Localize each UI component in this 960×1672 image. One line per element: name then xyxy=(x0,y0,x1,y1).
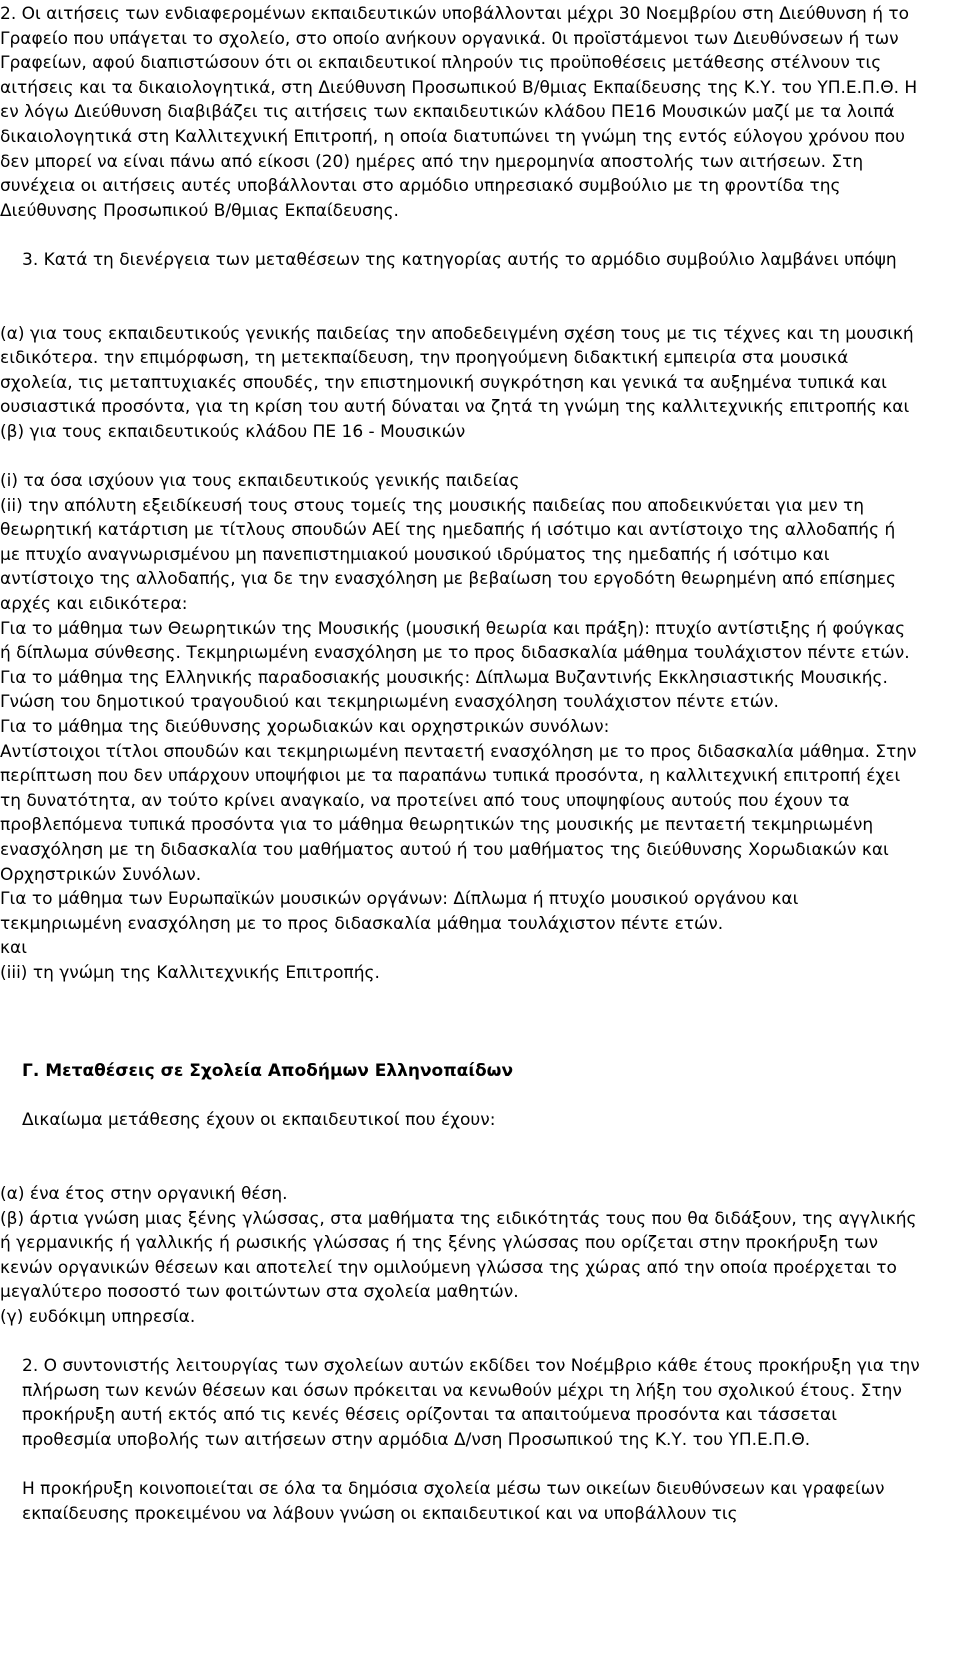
paragraph-g-a: (α) ένα έτος στην οργανική θέση. xyxy=(0,1183,288,1204)
paragraph-choir-title: Για το μάθημα της διεύθυνσης χορωδιακών και ορχηστρικών συνόλων: xyxy=(0,717,610,738)
paragraph-g-b: (β) άρτια γνώση μιας ξένης γλώσσας, στα μαθήματα της ειδικότητάς τους που θα διδάξουν, της αγγλικής ή γερμανικής ή γαλλικής ή ρωσικής γλώσσας ή της ξένης γλώσσας που ορίζεται στην προκήρυξη των κενών οργανικών θέσεων και αποτελεί την ομιλούμενη γλώσσα της χώρας από την οποία προέρχεται το μεγαλύτερο ποσοστό των φοιτώντων στα σχολεία μαθητών. xyxy=(0,1208,917,1303)
section-heading-g: Γ. Μεταθέσεις σε Σχολεία Αποδήμων Ελληνοπαίδων xyxy=(22,1061,514,1082)
paragraph-g-2: 2. Ο συντονιστής λειτουργίας των σχολείων αυτών εκδίδει τον Νοέμβριο κάθε έτους προκήρυξη για την πλήρωση των κενών θέσεων και όσων πρόκειται να κενωθούν μέχρι τη λήξη του σχολικού έτους. Στην προκήρυξη αυτή εκτός από τις κενές θέσεις ορίζονται τα απαιτούμενα προσόντα και τάσσεται προθεσμία υποβολής των αιτήσεων στην αρμόδια Δ/νση Προσωπικού της Κ.Υ. του ΥΠ.Ε.Π.Θ. xyxy=(22,1356,920,1450)
spacer xyxy=(0,1084,920,1109)
paragraph-iii: (iii) τη γνώμη της Καλλιτεχνικής Επιτροπής. xyxy=(0,962,380,983)
document-body xyxy=(0,2,960,1526)
paragraph-g-c: (γ) ευδόκιμη υπηρεσία. xyxy=(0,1306,196,1327)
paragraph-item-2: 2. Οι αιτήσεις των ενδιαφερομένων εκπαιδευτικών υποβάλλονται μέχρι 30 Νοεμβρίου στη Διεύθυνση ή το Γραφείο που υπάγεται το σχολείο, στο οποίο ανήκουν οργανικά. 0ι προϊστάμενοι των Διευθύνσεων ή των Γραφείων, αφού διαπιστώσουν ότι οι εκπαιδευτικοί πληρούν τις προϋποθέσεις μετάθεσης στέλνουν τις αιτήσεις και τα δικαιολογητικά, στη Διεύθυνση Προσωπικού Β/θμιας Εκπαίδευσης της Κ.Υ. του ΥΠ.Ε.Π.Θ. Η εν λόγω Διεύθυνση διαβιβάζει τις αιτήσεις των εκπαιδευτικών κλάδου ΠΕ16 Μουσικών μαζί με τα λοιπά δικαιολογητικά στη Καλλιτεχνική Επιτροπή, η οποία διατυπώνει τη γνώμη της εντός εύλογου χρόνου που δεν μπορεί να είναι πάνω από είκοσι (20) ημέρες από την ημερομηνία αποστολής των αιτήσεων. Στη συνέχεια οι αιτήσεις αυτές υποβάλλονται στο αρμόδιο υπηρεσιακό συμβούλιο με τη φροντίδα της Διεύθυνσης Προσωπικού Β/θμιας Εκπαίδευσης. xyxy=(0,4,918,221)
paragraph-traditional: Για το μάθημα της Ελληνικής παραδοσιακής μουσικής: Δίπλωμα Βυζαντινής Εκκλησιαστικής Μουσικής. Γνώση του δημοτικού τραγουδιού και τεκμηριωμένη ενασχόληση τουλάχιστον πέντε ετών. xyxy=(0,667,888,713)
paragraph-choir-body: Αντίστοιχοι τίτλοι σπουδών και τεκμηριωμένη πενταετή ενασχόληση με το προς διδασκαλία μάθημα. Στην περίπτωση που δεν υπάρχουν υποψήφιοι με τα παραπάνω τυπικά προσόντα, η καλλιτεχνική επιτροπή έχει τη δυνατότητα, αν τούτο κρίνει αναγκαίο, να προτείνει από τους υποψηφίους αυτούς που έχουν τα προβλεπόμενα τυπικά προσόντα για το μάθημα θεωρητικών της μουσικής με πενταετή τεκμηριωμένη ενασχόληση με τη διδασκαλία του μαθήματος αυτού ή του μαθήματος της διεύθυνσης Χορωδιακών και Ορχηστρικών Συνόλων. xyxy=(0,741,917,885)
spacer xyxy=(0,223,920,248)
spacer xyxy=(0,273,920,322)
paragraph-final: Η προκήρυξη κοινοποιείται σε όλα τα δημόσια σχολεία μέσω των οικείων διευθύνσεων και γραφείων εκπαίδευσης προκειμένου να λάβουν γνώση οι εκπαιδευτικοί και να υποβάλλουν τις xyxy=(22,1479,885,1524)
paragraph-european: Για το μάθημα των Ευρωπαϊκών μουσικών οργάνων: Δίπλωμα ή πτυχίο μουσικού οργάνου και τεκμηριωμένη ενασχόληση με το προς διδασκαλία μάθημα τουλάχιστον πέντε ετών. xyxy=(0,889,799,934)
spacer xyxy=(0,1452,920,1477)
paragraph-ii: (ii) την απόλυτη εξειδίκευσή τους στους τομείς της μουσικής παιδείας που αποδεικνύεται για μεν τη θεωρητική κατάρτιση με τίτλους σπουδών ΑΕί της ημεδαπής ή ισότιμο και αντίστοιχο της αλλοδαπής ή με πτυχίο αναγνωρισμένου μη πανεπιστημιακού μουσικού ιδρύματος της ημεδαπής ή ισότιμο και αντίστοιχο της αλλοδαπής, για δε την ενασχόληση με βεβαίωση του εργοδότη θεωρημένη από επίσημες αρχές και ειδικότερα: xyxy=(0,495,896,615)
paragraph-right: Δικαίωμα μετάθεσης έχουν οι εκπαιδευτικοί που έχουν: xyxy=(22,1110,496,1131)
paragraph-theory: Για το μάθημα των Θεωρητικών της Μουσικής (μουσική θεωρία και πράξη): πτυχίο αντίστιξης ή φούγκας ή δίπλωμα σύνθεσης. Τεκμηριωμένη ενασχόληση με το προς διδασκαλία μάθημα τουλάχιστον πέντε ετών. xyxy=(0,618,910,664)
spacer xyxy=(0,1035,920,1060)
paragraph-a-general: (α) για τους εκπαιδευτικούς γενικής παιδείας την αποδεδειγμένη σχέση τους με τις τέχνες και τη μουσική ειδικότερα. την επιμόρφωση, τη μετεκπαίδευση, την προηγούμενη διδακτική εμπειρία στα μουσικά σχολεία, τις μεταπτυχιακές σπουδές, την επιστημονική συγκρότηση και γενικά τα αυξημένα τυπικά και ουσιαστικά προσόντα, για τη κρίση του αυτή δύναται να ζητά τη γνώμη της καλλιτεχνικής επιτροπής και xyxy=(0,323,914,418)
spacer xyxy=(0,445,920,470)
spacer xyxy=(0,1330,920,1355)
paragraph-item-3: 3. Κατά τη διενέργεια των μεταθέσεων της κατηγορίας αυτής το αρμόδιο συμβούλιο λαμβάνει υπόψη xyxy=(22,249,897,270)
spacer xyxy=(0,986,920,1035)
paragraph-and: και xyxy=(0,938,27,959)
paragraph-b-music: (β) για τους εκπαιδευτικούς κλάδου ΠΕ 16 - Μουσικών xyxy=(0,421,466,442)
spacer xyxy=(0,1133,920,1182)
paragraph-i: (i) τα όσα ισχύουν για τους εκπαιδευτικούς γενικής παιδείας xyxy=(0,471,520,492)
